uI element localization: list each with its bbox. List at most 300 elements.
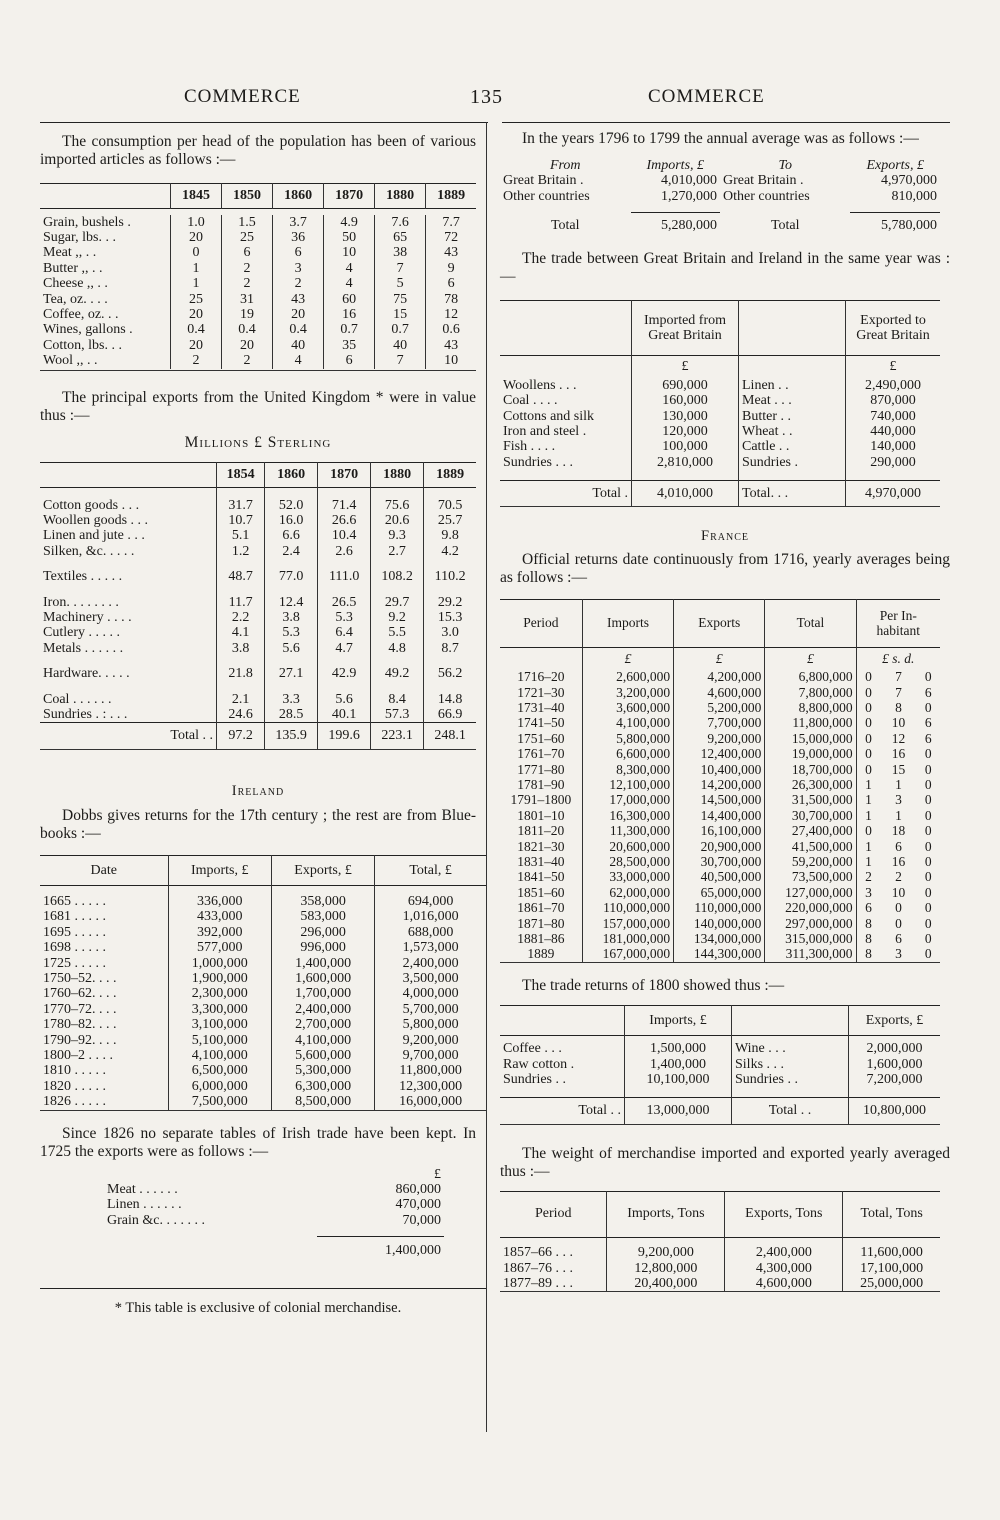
value-cell: 440,000 — [846, 424, 941, 439]
value-cell: 4.7 — [318, 641, 371, 656]
spacer-cell — [843, 1237, 940, 1245]
value-cell: 4,300,000 — [725, 1261, 843, 1276]
unit-cell: £ — [582, 647, 673, 669]
page-number: 135 — [470, 86, 503, 108]
row-label: Butter ,, . . — [43, 260, 103, 276]
france-table — [500, 599, 940, 962]
uk-exports-table — [40, 462, 476, 749]
pence-cell: 6 — [924, 730, 932, 746]
shillings-cell: 8 — [895, 699, 902, 715]
pence-cell: 0 — [924, 946, 932, 962]
shillings-cell: 3 — [895, 946, 902, 962]
row-label: Cotton goods . . . — [43, 497, 140, 513]
row-label: 1681 . . . . . — [43, 909, 106, 925]
spacer-cell — [371, 656, 424, 666]
value-cell: 19,000,000 — [765, 746, 856, 761]
value-cell: 1,600,000 — [849, 1057, 941, 1072]
pounds-cell: 1 — [856, 854, 880, 869]
value-cell: 6 — [222, 245, 273, 260]
pounds-cell: 0 — [856, 715, 880, 730]
value-cell: 10 — [324, 245, 375, 260]
spacer-cell — [424, 488, 476, 498]
row-label: Wine . . . — [732, 1041, 849, 1056]
spacer-cell — [607, 1237, 725, 1245]
value-cell: 5,300,000 — [271, 1063, 374, 1078]
value-cell: 120,000 — [632, 424, 739, 439]
table-row — [500, 393, 940, 408]
row-label: 1750–52. . . . — [43, 970, 117, 986]
value-cell: 12,300,000 — [375, 1079, 486, 1094]
value-cell: 77.0 — [265, 569, 318, 584]
value-cell: 62,000,000 — [582, 885, 673, 900]
shillings-cell: 7 — [895, 669, 902, 685]
pence-cell: 0 — [924, 699, 932, 715]
value-cell: 21.8 — [217, 666, 265, 681]
spacer-cell — [371, 559, 424, 569]
value-cell: 1,400,000 — [271, 956, 374, 971]
value-cell: 2.1 — [217, 692, 265, 707]
row-label: Machinery . . . . — [43, 610, 132, 625]
value-cell: 26.6 — [318, 513, 371, 528]
row-label: Woollen goods . . . — [43, 512, 149, 528]
table-row — [500, 946, 940, 961]
column-header: Per In-habitant — [856, 599, 940, 647]
pounds-cell: 8 — [856, 931, 880, 946]
spacer-row — [500, 1237, 940, 1245]
value-cell: 25 — [171, 292, 222, 307]
value-cell: 1.2 — [217, 544, 265, 559]
table-row — [40, 215, 476, 230]
value-cell: 24.6 — [217, 707, 265, 723]
row-label: Linen and jute . . . — [43, 528, 145, 544]
value-cell: 3,200,000 — [582, 685, 673, 700]
value-cell: 5,600,000 — [271, 1048, 374, 1063]
value-cell: 311,300,000 — [765, 946, 856, 961]
value-cell: 4,100,000 — [271, 1033, 374, 1048]
shillings-cell: 2 — [895, 869, 902, 885]
value-cell: 2 — [222, 261, 273, 276]
row-label: Linen . . . . . . — [107, 1197, 182, 1213]
table-row — [40, 666, 476, 681]
value-cell: 110.2 — [424, 569, 476, 584]
consumption-header-blank — [40, 184, 171, 209]
value-cell: 4 — [324, 276, 375, 291]
total-label: Total — [770, 217, 800, 233]
value-cell: 26,300,000 — [765, 777, 856, 792]
row-label: 1780–82. . . . — [43, 1017, 117, 1033]
value-cell: 5,700,000 — [375, 1002, 486, 1017]
table-row — [500, 916, 940, 931]
value-cell: 70.5 — [424, 498, 476, 513]
footnote: * This table is exclusive of colonial merchandise. — [114, 1300, 402, 1317]
value-cell: 1.0 — [171, 215, 222, 230]
table-row — [500, 777, 940, 792]
value-cell: 20 — [171, 307, 222, 322]
value-cell: 3 — [273, 261, 324, 276]
right-column — [500, 130, 950, 1292]
value-cell: 9,200,000 — [674, 731, 765, 746]
value-cell: 12,400,000 — [674, 746, 765, 761]
value-cell: 4,200,000 — [674, 669, 765, 684]
blank-cell — [500, 647, 582, 669]
value-cell: 40.1 — [318, 707, 371, 723]
spacer-cell — [318, 488, 371, 498]
value-cell: 10 — [426, 353, 476, 368]
table-row — [40, 1033, 486, 1048]
total-value: 97.2 — [217, 723, 265, 749]
row-label: Metals . . . . . . — [43, 640, 124, 656]
exports-title: Millions £ Sterling — [184, 433, 332, 451]
value-cell: 43 — [273, 292, 324, 307]
row-label: Meat . . . — [739, 393, 846, 408]
value-cell: 4,100,000 — [168, 1048, 271, 1063]
value-cell: 6.4 — [318, 625, 371, 640]
pence-cell: 0 — [924, 746, 932, 762]
spacer-cell — [217, 585, 265, 595]
spacer-cell — [846, 470, 941, 480]
row-label: 1698 . . . . . — [43, 940, 106, 956]
table-row — [40, 894, 486, 909]
shillings-cell: 12 — [891, 730, 906, 746]
shillings-cell: 16 — [891, 746, 906, 762]
column-header: Exports, £ — [866, 158, 925, 173]
row-label: Cotton, lbs. . . — [43, 337, 122, 353]
value-cell: 10.4 — [318, 528, 371, 543]
row-label: Great Britain . — [722, 173, 804, 189]
table-row — [104, 1197, 444, 1212]
pence-cell: 0 — [924, 807, 932, 823]
value-cell: 12,100,000 — [582, 777, 673, 792]
value-cell: 296,000 — [271, 925, 374, 940]
value-cell: 18,700,000 — [765, 762, 856, 777]
shillings-cell: 10 — [891, 884, 906, 900]
value-cell: 5,800,000 — [375, 1017, 486, 1032]
value-cell: 157,000,000 — [582, 916, 673, 931]
row-label: Coffee . . . — [503, 1041, 562, 1057]
value-cell: 43 — [426, 338, 476, 353]
returns-1800-intro: The trade returns of 1800 showed thus :— — [522, 976, 785, 994]
table-row — [500, 854, 940, 869]
value-cell: 1,500,000 — [625, 1041, 732, 1056]
value-cell: 17,100,000 — [843, 1261, 940, 1276]
total-row — [40, 723, 476, 749]
value-cell: 78 — [426, 292, 476, 307]
shillings-cell: 1 — [895, 777, 902, 792]
row-label: 1751–60 — [517, 730, 565, 746]
value-cell: 110,000,000 — [582, 900, 673, 915]
spacer-cell — [265, 585, 318, 595]
table-row — [40, 1094, 486, 1109]
value-cell: 30,700,000 — [674, 854, 765, 869]
pounds-cell: 8 — [856, 916, 880, 931]
table-row — [40, 513, 476, 528]
year-header: 1880 — [375, 184, 426, 209]
value-cell: 9 — [426, 261, 476, 276]
spacer-cell — [739, 470, 846, 480]
table-row — [500, 173, 940, 188]
table-row — [40, 1079, 486, 1094]
consumption-table — [40, 183, 476, 369]
value-cell: 1,270,000 — [660, 188, 717, 204]
value-cell: 42.9 — [318, 666, 371, 681]
table-row — [40, 1063, 486, 1078]
left-column — [40, 133, 476, 1317]
value-cell: 16,000,000 — [375, 1094, 486, 1109]
table-row — [500, 1072, 940, 1087]
spacer-row — [500, 204, 940, 212]
column-header: To — [778, 158, 792, 173]
pence-cell: 0 — [924, 884, 932, 900]
france-title: France — [701, 528, 749, 545]
value-cell: 5,100,000 — [168, 1033, 271, 1048]
value-cell: 7,700,000 — [674, 715, 765, 730]
row-label: Meat . . . . . . — [107, 1182, 178, 1198]
spacer-cell — [40, 559, 217, 569]
value-cell: 20 — [222, 338, 273, 353]
value-cell: 2 — [222, 276, 273, 291]
spacer-cell — [217, 488, 265, 498]
total-label: Total . . — [732, 1098, 849, 1124]
value-cell: 1,400,000 — [625, 1057, 732, 1072]
table-row — [40, 261, 476, 276]
row-label: Hardware. . . . . — [43, 666, 130, 682]
table-row — [500, 1041, 940, 1056]
value-cell: 2,810,000 — [632, 455, 739, 470]
value-cell: 6 — [426, 276, 476, 291]
annual-average-intro: In the years 1796 to 1799 the annual average was as follows :— — [522, 130, 919, 147]
table-row — [40, 971, 486, 986]
value-cell: 71.4 — [318, 498, 371, 513]
annual-average-table — [500, 158, 940, 238]
value-cell: 27,400,000 — [765, 823, 856, 838]
pounds-cell: 6 — [856, 900, 880, 915]
table-row — [500, 189, 940, 204]
value-cell: 3.7 — [273, 215, 324, 230]
row-label: Raw cotton . — [503, 1056, 575, 1072]
row-label: 1716–20 — [517, 669, 565, 685]
row-label: Wines, gallons . — [43, 322, 133, 338]
value-cell: 1,573,000 — [375, 940, 486, 955]
pence-cell: 0 — [924, 838, 932, 854]
running-header-right: COMMERCE — [648, 86, 765, 107]
value-cell: 167,000,000 — [582, 946, 673, 961]
value-cell: 5.3 — [318, 610, 371, 625]
table-row — [40, 353, 476, 368]
spacer-cell — [720, 204, 851, 212]
value-cell: 35 — [324, 338, 375, 353]
value-cell: 1,016,000 — [375, 909, 486, 924]
shillings-cell: 7 — [895, 684, 902, 700]
shillings-cell: 3 — [895, 792, 902, 808]
row-label: 1877–89 . . . — [503, 1275, 573, 1291]
consumption-intro: The consumption per head of the population has been of various imported articles as follows :— — [40, 133, 476, 168]
row-label: Coffee, oz. . . — [43, 306, 119, 322]
gb-ireland-intro: The trade between Great Britain and Ireland in the same year was :— — [500, 250, 950, 286]
shillings-cell: 0 — [895, 900, 902, 916]
exports-1725-table — [104, 1167, 444, 1259]
spacer-cell — [631, 204, 720, 212]
table-row — [40, 692, 476, 707]
value-cell: 4.8 — [371, 641, 424, 656]
spacer-row — [40, 585, 476, 595]
value-cell: 1 — [171, 276, 222, 291]
value-cell: 48.7 — [217, 569, 265, 584]
value-cell: 2,700,000 — [271, 1017, 374, 1032]
spacer-cell — [40, 886, 168, 894]
value-cell: 0 — [171, 245, 222, 260]
total-value: 199.6 — [318, 723, 371, 749]
row-label: 1810 . . . . . — [43, 1063, 106, 1079]
value-cell: 2,300,000 — [168, 986, 271, 1001]
value-cell: 9,700,000 — [375, 1048, 486, 1063]
table-row — [500, 731, 940, 746]
value-cell: 10,100,000 — [625, 1072, 732, 1087]
value-cell: 3.0 — [424, 625, 476, 640]
unit-cell: £ s. d. — [856, 647, 940, 669]
table-row — [40, 595, 476, 610]
value-cell: 59,200,000 — [765, 854, 856, 869]
row-label: Sundries . . — [503, 1072, 566, 1088]
value-cell: 5 — [375, 276, 426, 291]
table-row — [500, 900, 940, 915]
table-row — [40, 292, 476, 307]
value-cell: 8.7 — [424, 641, 476, 656]
row-label: 1771–80 — [517, 761, 565, 777]
value-cell: 40 — [375, 338, 426, 353]
row-label: 1781–90 — [517, 777, 565, 792]
value-cell: 10.7 — [217, 513, 265, 528]
header-rule-right — [502, 122, 950, 123]
year-header: 1889 — [426, 184, 476, 209]
value-cell: 9,200,000 — [375, 1033, 486, 1048]
table-row — [40, 322, 476, 337]
value-cell: 6,600,000 — [582, 746, 673, 761]
value-cell: 996,000 — [271, 940, 374, 955]
pence-cell: 0 — [924, 761, 932, 777]
spacer-cell — [424, 559, 476, 569]
year-header: 1845 — [171, 184, 222, 209]
spacer-cell — [271, 886, 374, 894]
row-label: 1826 . . . . . — [43, 1094, 106, 1110]
table-row — [40, 569, 476, 584]
value-cell: 41,500,000 — [765, 839, 856, 854]
value-cell: 17,000,000 — [582, 792, 673, 807]
unit-row — [500, 356, 940, 378]
value-cell: 60 — [324, 292, 375, 307]
value-cell: 38 — [375, 245, 426, 260]
total-value: 135.9 — [265, 723, 318, 749]
pence-cell: 0 — [924, 869, 932, 885]
value-cell: 6 — [324, 353, 375, 368]
value-cell: 870,000 — [846, 393, 941, 408]
value-cell: 140,000 — [846, 439, 941, 454]
value-cell: 4.9 — [324, 215, 375, 230]
value-cell: 11,800,000 — [375, 1063, 486, 1078]
pence-cell: 0 — [924, 931, 932, 947]
value-cell: 25 — [222, 230, 273, 245]
pounds-cell: 1 — [856, 808, 880, 823]
row-label: Coal . . . . . . — [43, 691, 112, 707]
year-header: 1870 — [318, 463, 371, 488]
value-cell: 144,300,000 — [674, 946, 765, 961]
value-cell: 5,200,000 — [674, 700, 765, 715]
table-row — [40, 641, 476, 656]
ireland-table — [40, 855, 486, 1109]
value-cell: 4.2 — [424, 544, 476, 559]
value-cell: 4,000,000 — [375, 986, 486, 1001]
row-label: Cattle . . — [739, 439, 846, 454]
column-header: Imports, Tons — [607, 1191, 725, 1237]
table-row — [40, 230, 476, 245]
value-cell: 31 — [222, 292, 273, 307]
spacer-cell — [318, 559, 371, 569]
value-cell: 2,490,000 — [846, 378, 941, 393]
total-value: 4,010,000 — [632, 480, 739, 506]
spacer-cell — [732, 1088, 849, 1098]
spacer-cell — [850, 204, 940, 212]
value-cell: 577,000 — [168, 940, 271, 955]
table-row — [500, 1057, 940, 1072]
column-header: Imports — [582, 599, 673, 647]
total-label: Total. . . — [739, 480, 846, 506]
value-cell: 9.2 — [371, 610, 424, 625]
row-label: 1889 — [527, 946, 555, 962]
spacer-cell — [375, 886, 486, 894]
spacer-row — [40, 488, 476, 498]
pounds-cell: 0 — [856, 746, 880, 761]
weight-table — [500, 1191, 940, 1292]
row-label: Grain, bushels . — [43, 214, 131, 230]
year-header: 1889 — [424, 463, 476, 488]
value-cell: 3,300,000 — [168, 1002, 271, 1017]
blank-cell — [500, 356, 632, 378]
value-cell: 65,000,000 — [674, 885, 765, 900]
row-label: Grain &c. . . . . . . — [107, 1212, 205, 1228]
pounds-cell: 0 — [856, 669, 880, 684]
shillings-cell: 15 — [891, 761, 906, 777]
shillings-cell: 6 — [895, 838, 902, 854]
value-cell: 19 — [222, 307, 273, 322]
pounds-cell: 0 — [856, 762, 880, 777]
value-cell: 28,500,000 — [582, 854, 673, 869]
column-header: From — [549, 158, 581, 173]
pence-cell: 6 — [924, 684, 932, 700]
spacer-cell — [500, 1088, 625, 1098]
r1800-header-exports: Exports, £ — [849, 1005, 941, 1035]
pounds-cell: 0 — [856, 685, 880, 700]
unit-row — [500, 647, 940, 669]
shillings-cell: 6 — [895, 931, 902, 947]
value-cell: 20 — [273, 307, 324, 322]
row-label: 1791–1800 — [510, 792, 572, 808]
row-label: Cutlery . . . . . — [43, 625, 120, 641]
shillings-cell: 18 — [891, 823, 906, 839]
spacer-cell — [217, 559, 265, 569]
total-value: 223.1 — [371, 723, 424, 749]
value-cell: 1,700,000 — [271, 986, 374, 1001]
gb-header-exported: Exported to Great Britain — [846, 301, 941, 356]
row-label: Other countries — [722, 188, 810, 204]
total-value: 248.1 — [424, 723, 476, 749]
value-cell: 16.0 — [265, 513, 318, 528]
total-value: 10,800,000 — [849, 1098, 941, 1124]
row-label: Silken, &c. . . . . — [43, 543, 135, 559]
value-cell: 2,400,000 — [271, 1002, 374, 1017]
total-row — [104, 1236, 444, 1258]
value-cell: 16,100,000 — [674, 823, 765, 838]
total-row — [500, 480, 940, 506]
pounds-cell: 8 — [856, 946, 880, 961]
